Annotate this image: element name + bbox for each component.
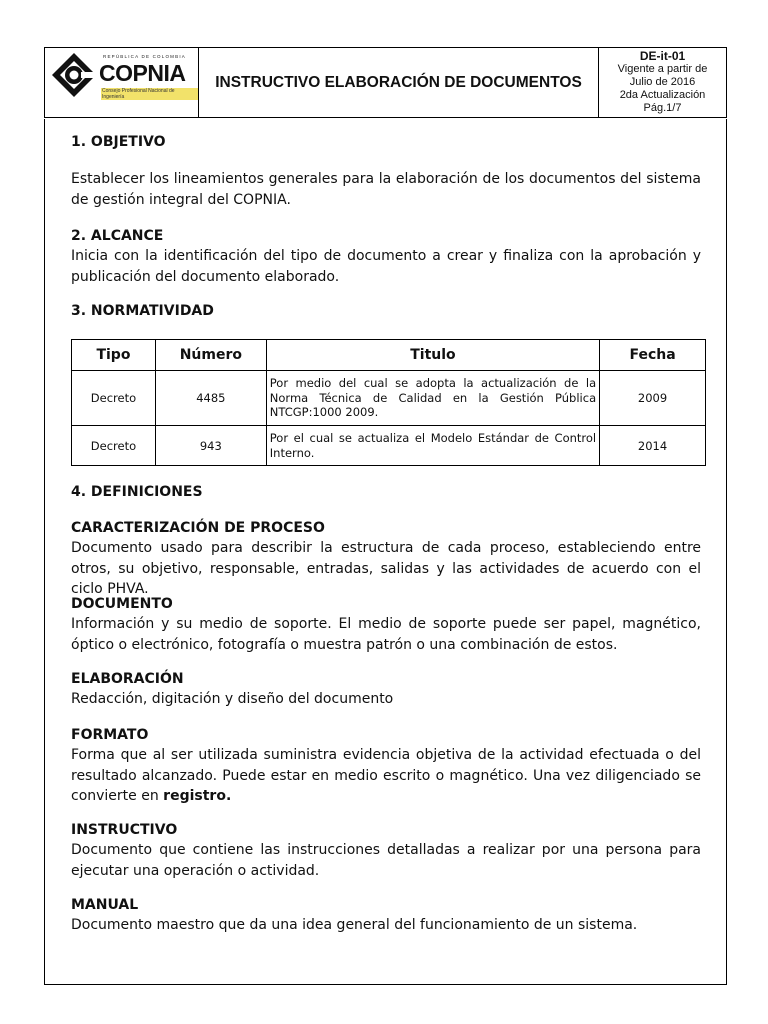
copnia-emblem-icon xyxy=(51,52,97,98)
table-row xyxy=(72,426,706,466)
section-heading: 3. NORMATIVIDAD xyxy=(71,303,214,319)
table-header-row xyxy=(72,340,706,371)
section-text: Establecer los lineamientos generales para la elaboración de los documentos del sistema de gestión integral del COPNIA. xyxy=(71,171,701,208)
column-header: Fecha xyxy=(600,340,706,371)
cell-fecha: 2009 xyxy=(600,371,706,426)
update-label: 2da Actualización xyxy=(619,89,706,101)
section-alcance xyxy=(71,226,701,287)
section-text: Inicia con la identificación del tipo de documento a crear y finaliza con la aprobación y publicación del documento elaborado. xyxy=(71,248,701,285)
cell-titulo: Por medio del cual se adopta la actualización de la Norma Técnica de Calidad en la Gestión Pública NTCGP:1000 2009. xyxy=(266,371,599,426)
cell-titulo: Por el cual se actualiza el Modelo Estándar de Control Interno. xyxy=(266,426,599,466)
logo-name: COPNIA xyxy=(99,60,186,86)
definition-text: Redacción, digitación y diseño del documento xyxy=(71,691,394,707)
section-normatividad xyxy=(71,301,701,321)
cell-tipo: Decreto xyxy=(72,371,156,426)
cell-numero: 4485 xyxy=(155,371,266,426)
column-header: Tipo xyxy=(72,340,156,371)
column-header: Titulo xyxy=(266,340,599,371)
document-title: INSTRUCTIVO ELABORACIÓN DE DOCUMENTOS xyxy=(199,48,599,117)
section-heading: 1. OBJETIVO xyxy=(71,134,166,150)
cell-fecha: 2014 xyxy=(600,426,706,466)
definition-item xyxy=(71,820,701,881)
document-code: DE-it-01 xyxy=(639,49,686,63)
definition-text xyxy=(71,745,701,807)
column-header: Número xyxy=(155,340,266,371)
logo-subtitle: Consejo Profesional Nacional de Ingeniería xyxy=(101,88,198,100)
definition-text: Documento usado para describir la estructura de cada proceso, estableciendo entre otros, su objetivo, responsable, entradas, salidas y las actividades de acuerdo con el ciclo PHVA. xyxy=(71,540,701,597)
document-body xyxy=(44,119,727,985)
normatividad-table-wrap xyxy=(71,339,701,466)
definition-text: Documento que contiene las instrucciones detalladas a realizar por una persona para ejecutar una operación o actividad. xyxy=(71,842,701,879)
page-number: Pág.1/7 xyxy=(643,102,682,114)
definition-item xyxy=(71,518,701,600)
logo-republica-text: REPÚBLICA DE COLOMBIA xyxy=(103,54,186,59)
definition-text-body: Forma que al ser utilizada suministra evidencia objetiva de la actividad efectuada o del resultado alcanzado. Puede estar en medio escrito o magnético. Una vez diligenciado se convierte en xyxy=(71,747,701,804)
copnia-logo xyxy=(45,48,199,117)
definition-item xyxy=(71,895,701,936)
table-row xyxy=(72,371,706,426)
definition-bold-term: registro. xyxy=(163,788,232,804)
cell-numero: 943 xyxy=(155,426,266,466)
section-objetivo xyxy=(71,132,701,152)
section-heading: 2. ALCANCE xyxy=(71,228,164,244)
definition-item xyxy=(71,594,701,655)
cell-tipo: Decreto xyxy=(72,426,156,466)
definition-term: FORMATO xyxy=(71,727,149,743)
vigente-label: Vigente a partir de xyxy=(617,63,708,75)
definition-term: CARACTERIZACIÓN DE PROCESO xyxy=(71,520,325,536)
definition-term: MANUAL xyxy=(71,897,139,913)
document-header xyxy=(44,47,727,118)
section-definiciones xyxy=(71,482,701,502)
vigente-date: Julio de 2016 xyxy=(629,76,696,88)
definition-item xyxy=(71,725,701,807)
definition-term: DOCUMENTO xyxy=(71,596,173,612)
normatividad-table xyxy=(71,339,706,466)
document-meta xyxy=(599,48,726,117)
section-objetivo-body xyxy=(71,169,701,210)
definition-term: ELABORACIÓN xyxy=(71,671,184,687)
section-heading: 4. DEFINICIONES xyxy=(71,484,203,500)
definition-text: Información y su medio de soporte. El medio de soporte puede ser papel, magnético, óptico o electrónico, fotografía o muestra patrón o una combinación de estos. xyxy=(71,616,701,653)
definition-item xyxy=(71,669,701,710)
definition-text: Documento maestro que da una idea general del funcionamiento de un sistema. xyxy=(71,917,638,933)
definition-term: INSTRUCTIVO xyxy=(71,822,178,838)
